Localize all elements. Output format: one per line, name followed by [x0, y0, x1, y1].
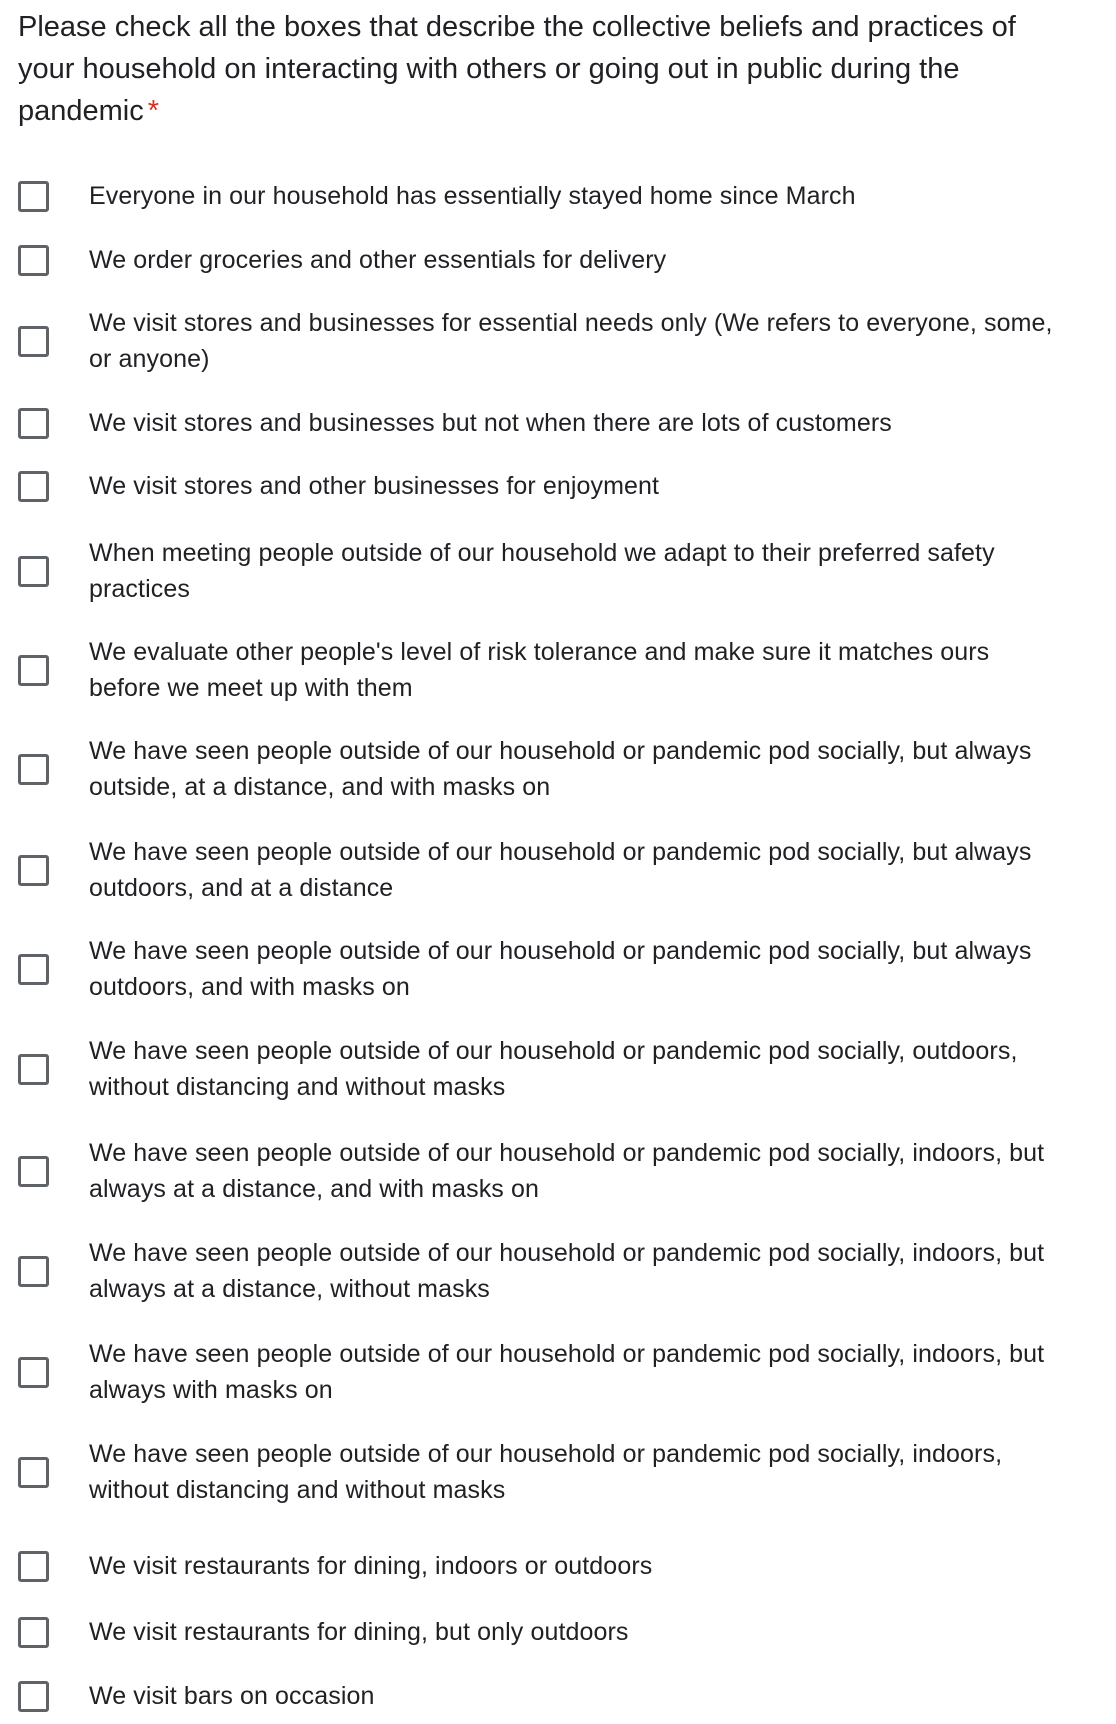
checkbox[interactable]	[18, 1617, 49, 1648]
option-label: We visit restaurants for dining, indoors or outdoors	[89, 1552, 653, 1580]
option-label: We have seen people outside of our household or pandemic pod socially, outdoors, without distancing and without masks	[89, 1037, 1018, 1101]
checkbox[interactable]	[18, 408, 49, 439]
checkbox[interactable]	[18, 1156, 49, 1187]
option-outdoors-distance[interactable]	[18, 834, 1058, 906]
option-label: When meeting people outside of our household we adapt to their preferred safety practices	[89, 539, 995, 603]
option-label: We have seen people outside of our household or pandemic pod socially, but always outside, at a distance, and with masks on	[89, 737, 1032, 801]
checkbox[interactable]	[18, 1551, 49, 1582]
checkbox[interactable]	[18, 1681, 49, 1712]
checkbox[interactable]	[18, 754, 49, 785]
option-restaurants-outdoors[interactable]	[18, 1614, 1058, 1650]
option-label: We visit stores and other businesses for enjoyment	[89, 472, 660, 500]
option-essential-stores[interactable]	[18, 305, 1058, 377]
option-outdoors-no-precautions[interactable]	[18, 1033, 1058, 1105]
required-marker: *	[147, 95, 160, 127]
option-stores-enjoyment[interactable]	[18, 468, 1058, 504]
option-indoors-distance-no-masks[interactable]	[18, 1235, 1058, 1307]
option-label: We evaluate other people's level of risk tolerance and make sure it matches ours before we meet up with them	[89, 638, 990, 702]
checkbox[interactable]	[18, 556, 49, 587]
checkbox[interactable]	[18, 181, 49, 212]
checkbox[interactable]	[18, 655, 49, 686]
checkbox[interactable]	[18, 1357, 49, 1388]
option-label: Everyone in our household has essentially stayed home since March	[89, 182, 856, 210]
option-label: We visit stores and businesses but not when there are lots of customers	[89, 409, 892, 437]
option-label: We have seen people outside of our household or pandemic pod socially, indoors, without distancing and without masks	[89, 1440, 1003, 1504]
option-indoors-masks[interactable]	[18, 1336, 1058, 1408]
option-label: We have seen people outside of our household or pandemic pod socially, indoors, but always with masks on	[89, 1340, 1045, 1404]
checkbox[interactable]	[18, 1256, 49, 1287]
option-label: We have seen people outside of our household or pandemic pod socially, indoors, but always at a distance, and with masks on	[89, 1139, 1045, 1203]
option-label: We have seen people outside of our household or pandemic pod socially, indoors, but always at a distance, without masks	[89, 1239, 1045, 1303]
option-bars[interactable]	[18, 1678, 1058, 1714]
checkbox[interactable]	[18, 954, 49, 985]
option-label: We order groceries and other essentials for delivery	[89, 246, 667, 274]
checkbox[interactable]	[18, 855, 49, 886]
option-evaluate-risk[interactable]	[18, 634, 1058, 706]
option-stayed-home[interactable]	[18, 178, 1058, 214]
option-restaurants-any[interactable]	[18, 1548, 1058, 1584]
option-outside-distance-masks[interactable]	[18, 733, 1058, 805]
checkbox[interactable]	[18, 1054, 49, 1085]
option-indoors-distance-masks[interactable]	[18, 1135, 1058, 1207]
option-stores-not-crowded[interactable]	[18, 405, 1058, 441]
checkbox[interactable]	[18, 471, 49, 502]
question-text: Please check all the boxes that describe the collective beliefs and practices of your household on interacting with others or going out in public during the pandemic	[18, 11, 1016, 127]
option-label: We have seen people outside of our household or pandemic pod socially, but always outdoors, and with masks on	[89, 937, 1032, 1001]
question-title	[18, 6, 1068, 132]
option-outdoors-masks[interactable]	[18, 933, 1058, 1005]
option-label: We visit stores and businesses for essential needs only (We refers to everyone, some, or anyone)	[89, 309, 1053, 373]
checkbox[interactable]	[18, 326, 49, 357]
option-label: We have seen people outside of our household or pandemic pod socially, but always outdoors, and at a distance	[89, 838, 1032, 902]
option-indoors-no-precautions[interactable]	[18, 1436, 1058, 1508]
checkbox[interactable]	[18, 245, 49, 276]
checkbox[interactable]	[18, 1457, 49, 1488]
option-adapt-safety[interactable]	[18, 535, 1058, 607]
option-grocery-delivery[interactable]	[18, 242, 1058, 278]
option-label: We visit bars on occasion	[89, 1682, 375, 1710]
option-label: We visit restaurants for dining, but only outdoors	[89, 1618, 629, 1646]
